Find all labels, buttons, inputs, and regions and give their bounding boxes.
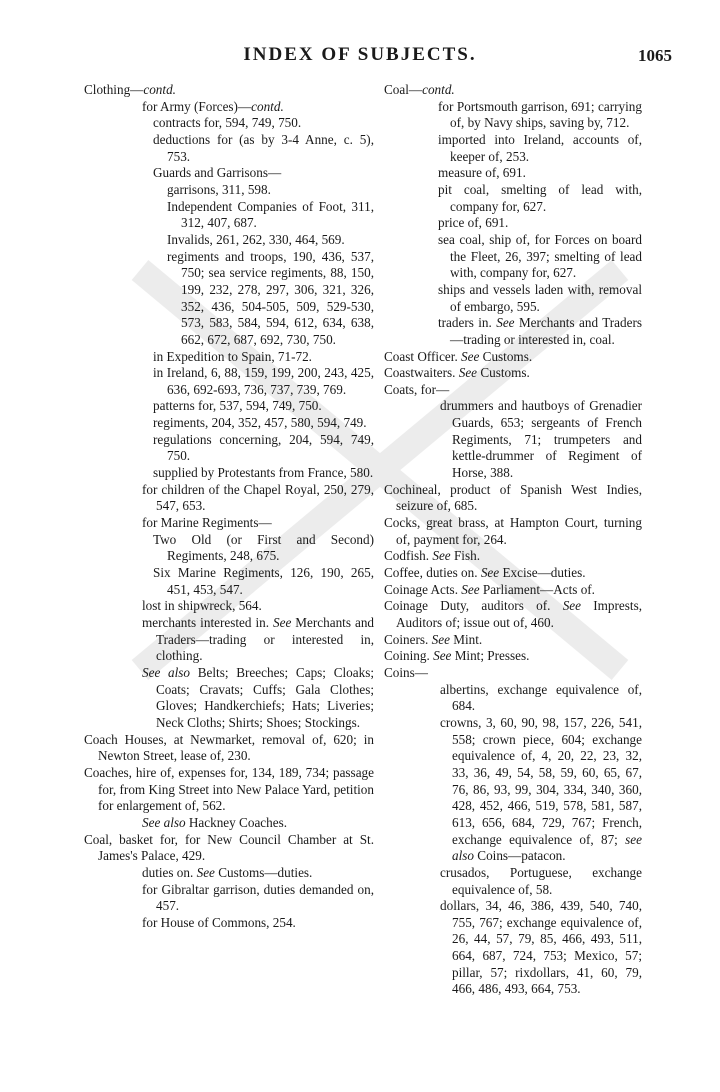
index-entry: merchants interested in. See Merchants and Traders—trading or interested in, clothing.: [142, 615, 375, 664]
index-entry: in Expedition to Spain, 71-72.: [153, 348, 312, 364]
index-entry: Coins—: [384, 664, 428, 680]
index-entry: Cochineal, product of Spanish West Indies, seizure of, 685.: [384, 481, 642, 514]
index-entry: sea coal, ship of, for Forces on board the Fleet, 26, 397; smelting of lead with, company for, 627.: [438, 231, 642, 281]
index-entry: Coining. See Mint; Presses.: [384, 648, 530, 664]
index-entry: for Marine Regiments—: [142, 515, 272, 531]
index-entry: Coach Houses, at Newmarket, removal of, 620; in Newton Street, lease of, 230.: [84, 731, 374, 764]
index-entry: Two Old (or First and Second) Regiments, 248, 675.: [153, 531, 374, 564]
index-entry: Codfish. See Fish.: [384, 548, 480, 564]
index-entry: Coinage Duty, auditors of. See Imprests, Auditors of; issue out of, 460.: [384, 598, 643, 630]
index-entry: dollars, 34, 46, 386, 439, 540, 740, 755, 767; exchange equivalence of, 26, 44, 57, 79, 85, 466, 493, 511, 664, 687, 724, 753; Mexico, 57; pillar, 57; rixdollars, 41, 60, 79, 466, 486, 493, 664, 753.: [440, 898, 642, 997]
index-entry: for House of Commons, 254.: [142, 914, 296, 930]
index-entry: ships and vessels laden with, removal of embargo, 595.: [438, 281, 642, 314]
page-number: 1065: [638, 46, 672, 65]
left-column: [84, 82, 374, 931]
index-entry: traders in. See Merchants and Traders—trading or interested in, coal.: [438, 315, 642, 347]
index-entry: Cocks, great brass, at Hampton Court, turning of, payment for, 264.: [384, 515, 642, 547]
index-entry: for children of the Chapel Royal, 250, 279, 547, 653.: [142, 481, 374, 514]
index-entry: for Portsmouth garrison, 691; carrying of, by Navy ships, saving by, 712.: [438, 98, 642, 131]
index-entry: crowns, 3, 60, 90, 98, 157, 226, 541, 558; crown piece, 604; exchange equivalence of, 4, 20, 22, 23, 32, 33, 36, 49, 54, 58, 59, 60, 65, 67, 76, 86, 93, 99, 304, 334, 340, 360, 428, 452, 466, 519, 578, 581, 587, 613, 656, 684, 729, 767; French, exchange equivalence of, 87; see also Coins—patacon.: [440, 714, 642, 864]
index-entry: measure of, 691.: [438, 165, 526, 181]
page-title: INDEX OF SUBJECTS.: [243, 44, 477, 65]
index-entry: Coaches, hire of, expenses for, 134, 189, 734; passage for, from King Street into New Palace Yard, petition for enlargement of, 562.: [84, 764, 374, 814]
index-entry: deductions for (as by 3-4 Anne, c. 5), 753.: [153, 131, 374, 164]
page-header: [0, 44, 720, 74]
index-entry: Coiners. See Mint.: [384, 631, 483, 647]
index-entry: pit coal, smelting of lead with, company for, 627.: [438, 181, 642, 214]
index-entry: supplied by Protestants from France, 580.: [153, 465, 374, 481]
index-entry: Invalids, 261, 262, 330, 464, 569.: [167, 231, 345, 247]
index-entry: Coast Officer. See Customs.: [384, 348, 533, 364]
index-entry: regiments and troops, 190, 436, 537, 750; sea service regiments, 88, 150, 199, 232, 278, 297, 306, 321, 326, 352, 436, 504-505, 509, 529-530, 573, 583, 584, 594, 612, 634, 638, 662, 672, 687, 692, 730, 750.: [167, 248, 374, 347]
index-entry: in Ireland, 6, 88, 159, 199, 200, 243, 425, 636, 692-693, 736, 737, 739, 769.: [153, 365, 374, 397]
index-entry: lost in shipwreck, 564.: [142, 598, 262, 614]
index-entry: imported into Ireland, accounts of, keeper of, 253.: [438, 131, 642, 164]
index-entry: regiments, 204, 352, 457, 580, 594, 749.: [153, 415, 367, 431]
index-entry: Coats, for—: [384, 381, 450, 397]
index-entry: patterns for, 537, 594, 749, 750.: [153, 398, 322, 414]
index-entry: albertins, exchange equivalence of, 684.: [440, 681, 642, 714]
index-entry: Coal, basket for, for New Council Chamber at St. James's Palace, 429.: [84, 831, 374, 864]
index-entry: Coinage Acts. See Parliament—Acts of.: [384, 581, 595, 597]
index-entry: Coastwaiters. See Customs.: [384, 365, 530, 381]
index-entry: garrisons, 311, 598.: [167, 181, 271, 197]
index-entry: for Gibraltar garrison, duties demanded on, 457.: [142, 881, 374, 914]
index-entry: Clothing—contd.: [84, 82, 176, 97]
index-entry: Independent Companies of Foot, 311, 312, 407, 687.: [167, 198, 374, 231]
index-entry: price of, 691.: [438, 215, 509, 231]
index-entry: Coal—contd.: [384, 82, 455, 97]
index-entry: drummers and hautboys of Grenadier Guards, 653; sergeants of French Regiments, 71; trumpeters and kettle-drummer of Regiment of Horse, 388.: [440, 398, 642, 481]
index-entry: for Army (Forces)—contd.: [142, 98, 284, 114]
right-column: [384, 82, 642, 998]
index-entry: contracts for, 594, 749, 750.: [153, 115, 302, 131]
index-entry: duties on. See Customs—duties.: [142, 864, 313, 880]
index-entry: See also Belts; Breeches; Caps; Cloaks; Coats; Cravats; Cuffs; Gala Clothes; Gloves; Handkerchiefs; Hats; Liveries; Neck Cloths; Shirts; Shoes; Stockings.: [142, 664, 374, 730]
index-entry: Coffee, duties on. See Excise—duties.: [384, 565, 586, 581]
index-entry: Guards and Garrisons—: [153, 165, 282, 181]
index-entry: crusados, Portuguese, exchange equivalence of, 58.: [440, 864, 642, 897]
index-entry: Six Marine Regiments, 126, 190, 265, 451, 453, 547.: [153, 565, 374, 597]
index-entry: See also Hackney Coaches.: [142, 814, 288, 830]
index-entry: regulations concerning, 204, 594, 749, 750.: [153, 431, 374, 464]
